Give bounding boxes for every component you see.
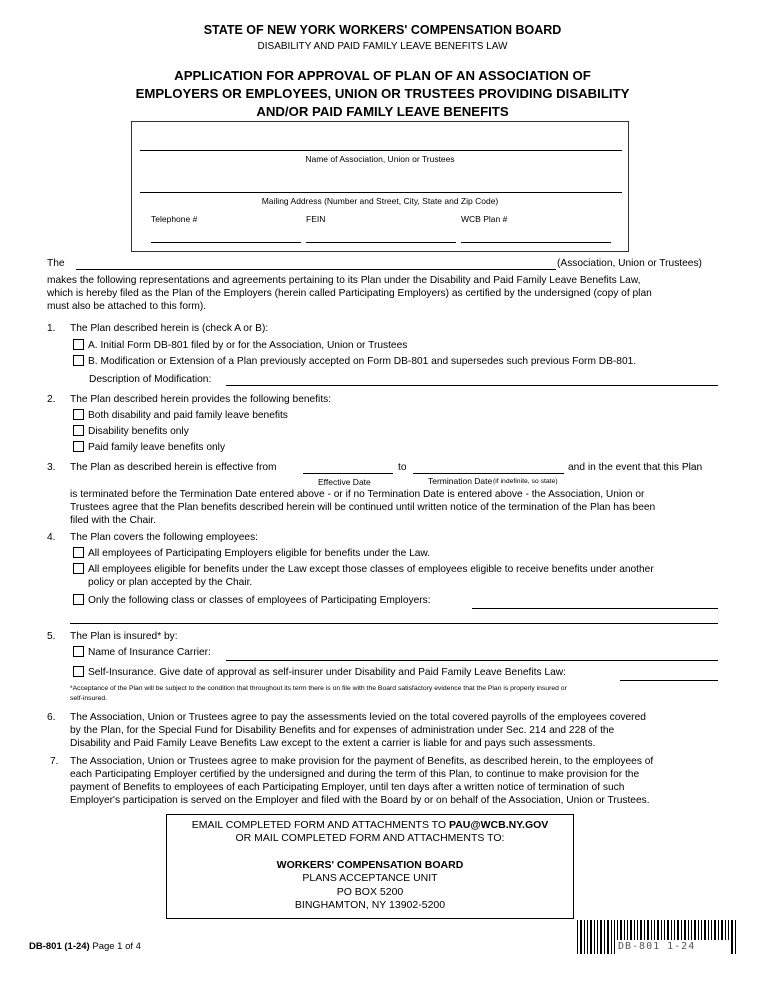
item2-text: The Plan described herein provides the following benefits: bbox=[70, 394, 332, 405]
item2-number: 2. bbox=[47, 394, 56, 405]
option-a-checkbox[interactable] bbox=[73, 339, 84, 350]
self-insurance-date-line bbox=[620, 680, 718, 681]
all-employees-checkbox[interactable] bbox=[73, 547, 84, 558]
item6-line1: The Association, Union or Trustees agree to pay the assessments levied on the total covered payrolls of the employees covered bbox=[70, 712, 646, 723]
pfl-only-label: Paid family leave benefits only bbox=[88, 442, 226, 453]
item4-text: The Plan covers the following employees: bbox=[70, 532, 259, 543]
all-employees-label: All employees of Participating Employers eligible for benefits under the Law. bbox=[88, 548, 431, 559]
item6-number: 6. bbox=[47, 712, 56, 723]
item6-line3: Disability and Paid Family Leave Benefits Law except to the extent a carrier is liable for and pays such assessments. bbox=[70, 738, 596, 749]
option-b-checkbox[interactable] bbox=[73, 355, 84, 366]
insurance-carrier-label: Name of Insurance Carrier: bbox=[88, 647, 211, 658]
item6-line2: by the Plan, for the Special Fund for Disability Benefits and for expenses of administration under Sec. 214 and 228 of the bbox=[70, 725, 615, 736]
fein-label: FEIN bbox=[306, 214, 326, 224]
item3-after: and in the event that this Plan bbox=[568, 462, 703, 473]
association-name-line bbox=[140, 150, 622, 151]
item3-paragraph-line1: is terminated before the Termination Date entered above - or if no Termination Date is entered above - the Association, Union or bbox=[70, 489, 645, 500]
mail-po-box: PO BOX 5200 bbox=[336, 886, 404, 898]
termination-date-line bbox=[413, 473, 564, 474]
only-classes-label: Only the following class or classes of employees of Participating Employers: bbox=[88, 595, 431, 606]
termination-date-label: Termination Date bbox=[428, 476, 493, 486]
item7-line4: Employer's participation is served on the Employer and filed with the Board by or on behalf of the Association, Union or Trustees. bbox=[70, 795, 650, 806]
page-number: Page 1 of 4 bbox=[92, 941, 141, 952]
intro-line3: must also be attached to this form). bbox=[47, 301, 207, 312]
mail-unit: PLANS ACCEPTANCE UNIT bbox=[302, 872, 438, 884]
disability-only-label: Disability benefits only bbox=[88, 426, 189, 437]
item5-number: 5. bbox=[47, 631, 56, 642]
form-title-line3: AND/OR PAID FAMILY LEAVE BENEFITS bbox=[256, 104, 509, 119]
item3-paragraph-line3: filed with the Chair. bbox=[70, 515, 157, 526]
item7-number: 7. bbox=[50, 756, 59, 767]
item7-line3: payment of Benefits to employees of each Participating Employer, until ten days after a written notice of termination of such bbox=[70, 782, 625, 793]
except-classes-label-line1: All employees eligible for benefits under the Law except those classes of employees eligible to receive benefits under another bbox=[88, 564, 654, 575]
association-name-label: Name of Association, Union or Trustees bbox=[305, 154, 455, 164]
insurance-carrier-line bbox=[226, 660, 718, 661]
mail-instruction: OR MAIL COMPLETED FORM AND ATTACHMENTS TO: bbox=[235, 832, 505, 844]
association-intro-line bbox=[76, 269, 556, 270]
only-classes-line-2[interactable] bbox=[70, 623, 718, 624]
barcode-text: DB-801 1-24 bbox=[618, 941, 696, 952]
applicant-info-box bbox=[131, 121, 629, 252]
item7-line2: each Participating Employer certified by the undersigned and during the term of this Plan, to continue to make provision for the bbox=[70, 769, 640, 780]
modification-description-line bbox=[226, 385, 718, 386]
mailing-address-label: Mailing Address (Number and Street, City, State and Zip Code) bbox=[261, 196, 499, 206]
pfl-only-checkbox[interactable] bbox=[73, 441, 84, 452]
self-insurance-label: Self-Insurance. Give date of approval as self-insurer under Disability and Paid Family Leave Benefits Law: bbox=[88, 667, 566, 678]
item4-number: 4. bbox=[47, 532, 56, 543]
barcode bbox=[576, 920, 739, 954]
telephone-line bbox=[151, 242, 301, 243]
mailing-instructions-box bbox=[166, 814, 574, 919]
item1-number: 1. bbox=[47, 323, 56, 334]
modification-description-label: Description of Modification: bbox=[89, 374, 212, 385]
both-benefits-checkbox[interactable] bbox=[73, 409, 84, 420]
telephone-label: Telephone # bbox=[151, 214, 198, 224]
insured-footnote-line2: self-insured. bbox=[70, 695, 108, 702]
intro-the-label: The bbox=[47, 258, 65, 269]
item3-text: The Plan as described herein is effective from bbox=[70, 462, 277, 473]
board-heading: STATE OF NEW YORK WORKERS' COMPENSATION BOARD bbox=[203, 23, 562, 37]
insured-footnote-line1: *Acceptance of the Plan will be subject to the condition that throughout its term there is on file with the Board satisfactory evidence that the Plan is properly insured or bbox=[70, 685, 567, 692]
effective-date-label: Effective Date bbox=[318, 477, 371, 487]
form-title-line1: APPLICATION FOR APPROVAL OF PLAN OF AN ASSOCIATION OF bbox=[174, 68, 591, 83]
only-classes-line bbox=[472, 608, 718, 609]
wcb-plan-label: WCB Plan # bbox=[461, 214, 508, 224]
email-prefix: EMAIL COMPLETED FORM AND ATTACHMENTS TO bbox=[191, 819, 449, 831]
mailing-address-line bbox=[140, 192, 622, 193]
form-id-footer bbox=[29, 940, 141, 953]
form-title-line2: EMPLOYERS OR EMPLOYEES, UNION OR TRUSTEES PROVIDING DISABILITY bbox=[135, 86, 630, 101]
mail-org: WORKERS' COMPENSATION BOARD bbox=[276, 859, 464, 871]
option-a-label: A. Initial Form DB-801 filed by or for the Association, Union or Trustees bbox=[88, 340, 408, 351]
law-subheading: DISABILITY AND PAID FAMILY LEAVE BENEFITS LAW bbox=[257, 41, 508, 52]
wcb-plan-line bbox=[461, 242, 611, 243]
email-address-link[interactable]: PAU@WCB.NY.GOV bbox=[448, 819, 549, 831]
item3-paragraph-line2: Trustees agree that the Plan benefits described herein will be continued until written notice of the termination of the Plan has been bbox=[70, 502, 656, 513]
item3-number: 3. bbox=[47, 462, 56, 473]
insurance-carrier-checkbox[interactable] bbox=[73, 646, 84, 657]
mail-city: BINGHAMTON, NY 13902-5200 bbox=[294, 899, 446, 911]
except-classes-checkbox[interactable] bbox=[73, 563, 84, 574]
intro-line2: which is hereby filed as the Plan of the Employers (herein called Participating Employers) as certified by the undersigned (copy of plan bbox=[47, 288, 652, 299]
disability-only-checkbox[interactable] bbox=[73, 425, 84, 436]
item1-text: The Plan described herein is (check A or B): bbox=[70, 323, 269, 334]
termination-date-note: (if indefinite, so state) bbox=[493, 478, 558, 485]
intro-suffix: (Association, Union or Trustees) bbox=[557, 258, 702, 269]
item3-to: to bbox=[398, 462, 407, 473]
form-id: DB-801 (1-24) bbox=[29, 941, 90, 952]
only-classes-checkbox[interactable] bbox=[73, 594, 84, 605]
fein-line bbox=[306, 242, 456, 243]
except-classes-label-line2: policy or plan accepted by the Chair. bbox=[88, 577, 253, 588]
self-insurance-checkbox[interactable] bbox=[73, 666, 84, 677]
option-b-label: B. Modification or Extension of a Plan previously accepted on Form DB-801 and supersedes such previous Form DB-801. bbox=[88, 356, 637, 367]
effective-date-line bbox=[303, 473, 393, 474]
both-benefits-label: Both disability and paid family leave benefits bbox=[88, 410, 288, 421]
item5-text: The Plan is insured* by: bbox=[70, 631, 178, 642]
intro-line1: makes the following representations and agreements pertaining to its Plan under the Disability and Paid Family Leave Benefits Law, bbox=[47, 275, 641, 286]
email-instruction bbox=[167, 819, 573, 832]
item7-line1: The Association, Union or Trustees agree to make provision for the payment of Benefits, as described herein, to the employees of bbox=[70, 756, 654, 767]
